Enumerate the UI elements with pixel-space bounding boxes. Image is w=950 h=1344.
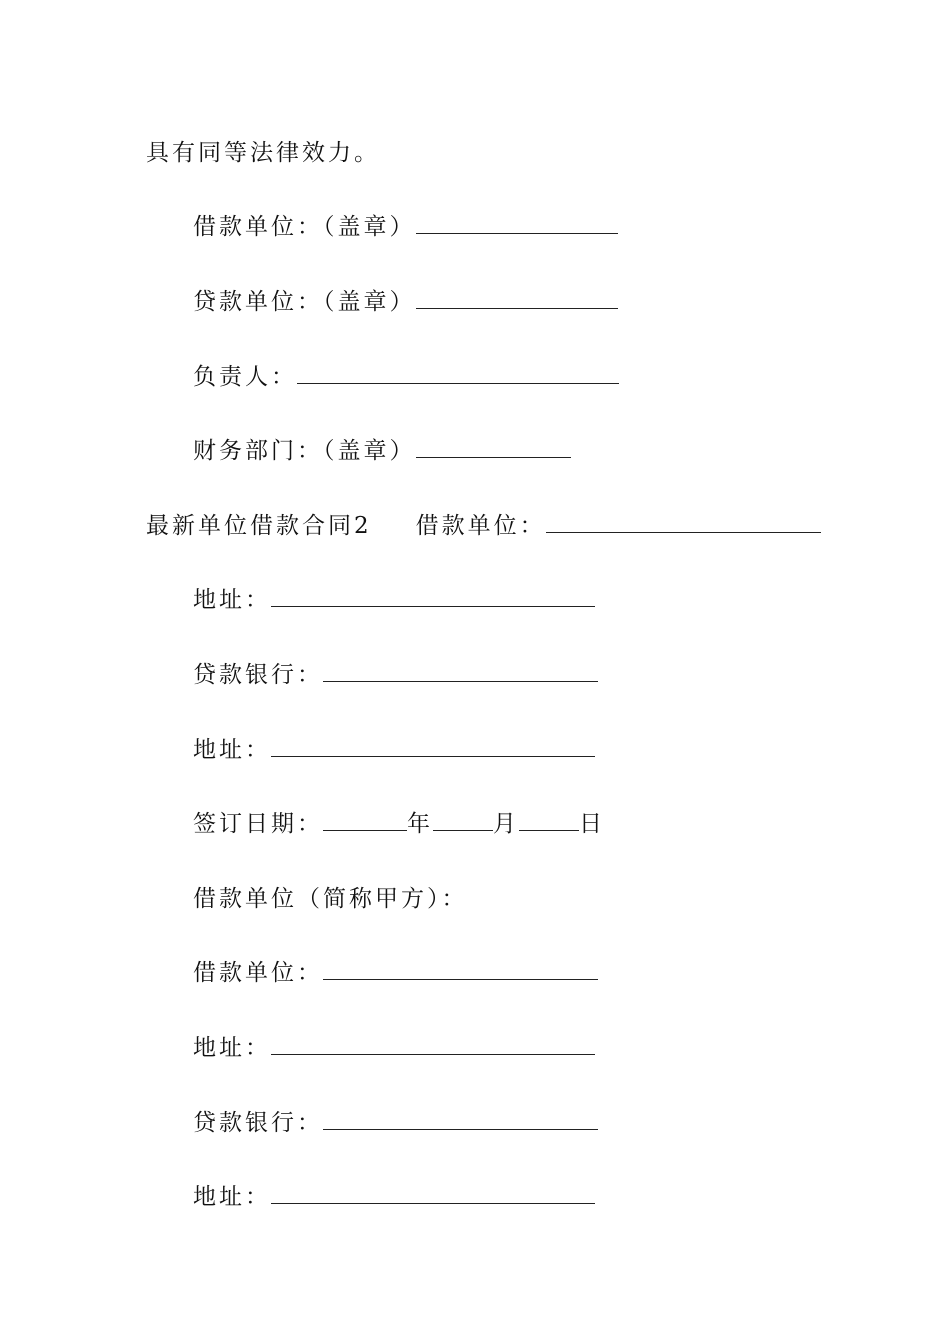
party-address-label-1: 地址： <box>193 1035 271 1061</box>
year-blank <box>323 810 407 831</box>
borrower-seal-blank <box>416 213 618 234</box>
party-a-heading-line <box>193 884 468 914</box>
header-address-line-1 <box>193 585 595 615</box>
party-address-line-2 <box>193 1182 595 1212</box>
header-bank-line <box>193 660 598 690</box>
header-borrower-label: 借款单位： <box>415 513 546 539</box>
party-address-line-1 <box>193 1033 595 1063</box>
signing-date-label: 签订日期： <box>193 811 323 837</box>
finance-seal-line <box>193 436 571 466</box>
continuation-text-label: 具有同等法律效力。 <box>146 140 380 166</box>
lender-seal-line <box>193 287 618 317</box>
header-bank-label: 贷款银行： <box>193 662 323 688</box>
contract-title: 最新单位借款合同2 <box>146 513 372 539</box>
party-a-heading: 借款单位（简称甲方）： <box>193 886 468 912</box>
header-bank-blank <box>323 661 598 682</box>
year-label: 年 <box>407 811 433 837</box>
party-bank-line <box>193 1108 598 1138</box>
party-address-blank-1 <box>271 1034 595 1055</box>
party-bank-label: 贷款银行： <box>193 1110 323 1136</box>
responsible-person-line <box>193 362 619 392</box>
month-blank <box>433 810 493 831</box>
header-address-blank-1 <box>271 586 595 607</box>
day-blank <box>519 810 579 831</box>
borrower-seal-label: 借款单位：（盖章） <box>193 214 416 240</box>
contract-title-line <box>146 511 821 541</box>
borrower-seal-line <box>193 212 618 242</box>
header-address-blank-2 <box>271 736 595 757</box>
signing-date-line <box>193 809 605 839</box>
day-label: 日 <box>579 811 605 837</box>
party-borrower-label: 借款单位： <box>193 960 323 986</box>
continuation-text <box>146 138 380 168</box>
header-address-label-1: 地址： <box>193 587 271 613</box>
responsible-person-label: 负责人： <box>193 364 297 390</box>
lender-seal-label: 贷款单位：（盖章） <box>193 289 416 315</box>
finance-seal-label: 财务部门：（盖章） <box>193 438 416 464</box>
header-address-label-2: 地址： <box>193 737 271 763</box>
month-label: 月 <box>493 811 519 837</box>
header-address-line-2 <box>193 735 595 765</box>
party-borrower-blank <box>323 959 598 980</box>
responsible-person-blank <box>297 363 619 384</box>
party-address-blank-2 <box>271 1183 595 1204</box>
party-address-label-2: 地址： <box>193 1184 271 1210</box>
party-borrower-line <box>193 958 598 988</box>
lender-seal-blank <box>416 288 618 309</box>
party-bank-blank <box>323 1109 598 1130</box>
header-borrower-blank <box>546 512 821 533</box>
finance-seal-blank <box>416 437 571 458</box>
